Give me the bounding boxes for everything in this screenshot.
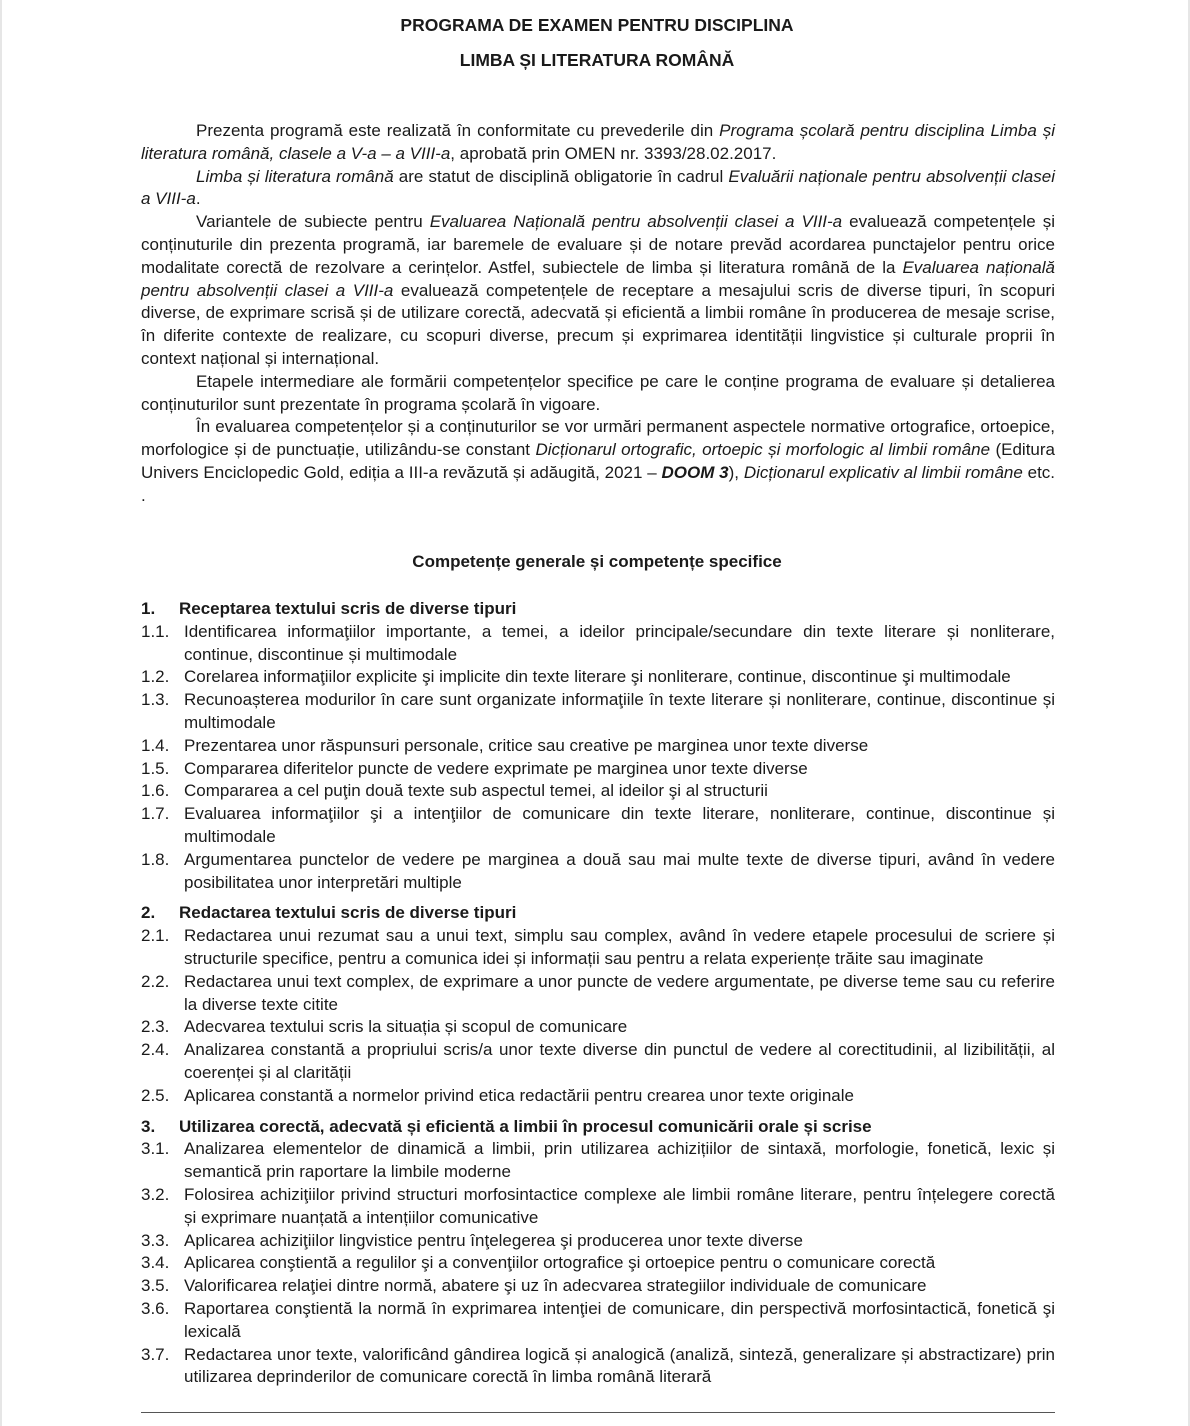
competence-item bbox=[141, 666, 1055, 689]
item-text: Adecvarea textului scris la situația și scopul de comunicare bbox=[184, 1017, 628, 1037]
competence-item bbox=[141, 621, 1055, 667]
competence-item bbox=[141, 1344, 1055, 1390]
item-number: 3.1. bbox=[141, 1139, 170, 1159]
item-number: 2.3. bbox=[141, 1017, 170, 1037]
item-text: Analizarea elementelor de dinamică a limbii, prin utilizarea achizițiilor de sintaxă, morfologie, fonetică, lexic și semantică prin raportare la limbile moderne bbox=[184, 1139, 1055, 1182]
competence-item bbox=[141, 803, 1055, 849]
item-text: Valorificarea relaţiei dintre normă, abatere şi uz în adecvarea strategiilor individuale de comunicare bbox=[184, 1276, 927, 1296]
intro-text bbox=[141, 120, 1055, 508]
competence-item bbox=[141, 971, 1055, 1017]
competences-heading: Competențe generale și competențe specifice bbox=[412, 552, 782, 571]
competence-item bbox=[141, 1184, 1055, 1230]
section-title: Utilizarea corectă, adecvată și eficientă a limbii în procesul comunicării orale și scrise bbox=[179, 1116, 872, 1136]
item-number: 2.5. bbox=[141, 1085, 170, 1105]
item-number: 3.6. bbox=[141, 1298, 170, 1318]
item-number: 3.4. bbox=[141, 1253, 170, 1273]
section-number: 1. bbox=[141, 599, 156, 618]
competence-item bbox=[141, 1230, 1055, 1253]
item-number: 3.5. bbox=[141, 1276, 170, 1296]
footer-divider bbox=[141, 1412, 1055, 1413]
section-number: 3. bbox=[141, 1116, 156, 1136]
item-text: Redactarea unui rezumat sau a unui text, simplu sau complex, având în vedere etapele procesului de scriere și structurile specifice, pentru a comunica idei și informații sau pentru a relata experiențe trăite sau imaginate bbox=[184, 926, 1055, 968]
competence-item bbox=[141, 1275, 1055, 1298]
item-text: Prezentarea unor răspunsuri personale, critice sau creative pe marginea unor texte diverse bbox=[184, 735, 869, 755]
competence-item bbox=[141, 1085, 1055, 1108]
intro-paragraph-1: Prezenta programă este realizată în conformitate cu prevederile din Programa școlară pentru disciplina Limba și literatura română, clasele a V-a – a VIII-a, aprobată prin OMEN nr. 3393/28.02.2017. bbox=[141, 121, 1055, 163]
competence-item bbox=[141, 780, 1055, 803]
item-number: 2.1. bbox=[141, 926, 170, 946]
item-number: 1.1. bbox=[141, 621, 170, 641]
item-text: Aplicarea constantă a normelor privind etica redactării pentru crearea unor texte originale bbox=[184, 1085, 854, 1105]
document-title: PROGRAMA DE EXAMEN PENTRU DISCIPLINA bbox=[400, 15, 794, 35]
item-number: 3.7. bbox=[141, 1344, 170, 1364]
intro-paragraph-4: Etapele intermediare ale formării competențelor specifice pe care le conține programa de evaluare și detalierea conținuturilor sunt prezentate în programa școlară în vigoare. bbox=[141, 371, 1055, 414]
item-text: Compararea a cel puţin două texte sub aspectul temei, al ideilor şi al structurii bbox=[184, 781, 768, 801]
competence-item bbox=[141, 1039, 1055, 1085]
competence-section bbox=[141, 598, 1055, 894]
item-number: 1.8. bbox=[141, 849, 170, 869]
section-title: Receptarea textului scris de diverse tipuri bbox=[179, 599, 517, 618]
item-text: Analizarea constantă a propriului scris/a unor texte diverse din punctul de vedere al corectitudinii, al lizibilității, al coerenței și al clarității bbox=[184, 1040, 1055, 1082]
item-number: 1.3. bbox=[141, 690, 170, 710]
item-number: 3.2. bbox=[141, 1184, 170, 1204]
competence-item bbox=[141, 689, 1055, 735]
competence-item bbox=[141, 1138, 1055, 1184]
item-text: Aplicarea conştientă a regulilor şi a convenţiilor ortografice şi ortoepice pentru o comunicare corectă bbox=[184, 1253, 936, 1273]
intro-paragraph-5: În evaluarea competențelor și a conținuturilor se vor urmări permanent aspectele normative ortografice, ortoepice, morfologice și de punctuație, utilizându-se constant Dicționarul ortografic, ortoepic și morfologic al limbii române (Editura Univers Enciclopedic Gold, ediția a III-a revăzută și adăugită, 2021 – DOOM 3), Dicționarul explicativ al limbii române etc. . bbox=[141, 417, 1056, 505]
item-number: 2.2. bbox=[141, 971, 170, 991]
item-number: 1.5. bbox=[141, 758, 170, 778]
competence-section bbox=[141, 902, 1055, 1107]
section-number: 2. bbox=[141, 903, 156, 923]
section-heading bbox=[141, 902, 1055, 925]
item-number: 1.7. bbox=[141, 804, 170, 824]
section-title: Redactarea textului scris de diverse tipuri bbox=[179, 903, 517, 923]
item-text: Recunoașterea modurilor în care sunt organizate informaţiile în texte literare și nonliterare, continue, discontinue și multimodale bbox=[184, 690, 1055, 732]
competence-item bbox=[141, 849, 1055, 895]
item-number: 2.4. bbox=[141, 1040, 170, 1060]
section-heading bbox=[141, 1116, 1055, 1139]
intro-paragraph-3: Variantele de subiecte pentru Evaluarea Națională pentru absolvenții clasei a VIII-a evaluează competențele și conținuturile din prezenta programă, iar baremele de evaluare și de notare prevăd acordarea punctajelor pentru orice modalitate corectă de rezolvare a cerințelor. Astfel, subiectele de limba și literatura română de la Evaluarea națională pentru absolvenții clasei a VIII-a evaluează competențele de receptare a mesajului scris de diverse tipuri, în scopuri diverse, de exprimare scrisă și de utilizare corectă, adecvată și eficientă a limbii române în producerea de mesaje scrise, în diferite contexte de realizare, cu scopuri diverse, precum și exprimarea identității lingvistice și culturale proprii în context național și internațional. bbox=[141, 212, 1055, 368]
competence-item bbox=[141, 1016, 1055, 1039]
competence-item bbox=[141, 925, 1055, 971]
competence-item bbox=[141, 1252, 1055, 1275]
item-text: Argumentarea punctelor de vedere pe marginea a două sau mai multe texte de diverse tipuri, având în vedere posibilitatea unor interpretări multiple bbox=[184, 849, 1055, 892]
item-text: Redactarea unui text complex, de exprimare a unor puncte de vedere argumentate, pe diverse teme sau cu referire la diverse texte citite bbox=[184, 971, 1055, 1014]
item-text: Redactarea unor texte, valorificând gândirea logică și analogică (analiză, sinteză, generalizare și abstractizare) prin utilizarea deprinderilor de comunicare corectă în limba română literară bbox=[184, 1344, 1055, 1387]
competence-item bbox=[141, 1298, 1055, 1344]
item-number: 1.6. bbox=[141, 781, 170, 801]
competences-list bbox=[141, 598, 1055, 1397]
item-text: Evaluarea informaţiilor şi a intenţiilor de comunicare din texte literare, nonliterare, continue, discontinue și multimodale bbox=[184, 804, 1055, 846]
item-text: Folosirea achiziţiilor privind structuri morfosintactice complexe ale limbii române literare, pentru înțelegere corectă și exprimare nuanțată a intențiilor comunicative bbox=[184, 1184, 1055, 1227]
item-text: Identificarea informaţiilor importante, a temei, a ideilor principale/secundare din texte literare și nonliterare, continue, discontinue și multimodale bbox=[184, 621, 1055, 664]
document-subtitle: LIMBA ȘI LITERATURA ROMÂNĂ bbox=[459, 50, 735, 70]
item-text: Aplicarea achiziţiilor lingvistice pentru înţelegerea şi producerea unor texte diverse bbox=[184, 1230, 803, 1250]
competence-section bbox=[141, 1116, 1055, 1390]
item-number: 1.2. bbox=[141, 667, 170, 687]
item-number: 1.4. bbox=[141, 735, 170, 755]
item-number: 3.3. bbox=[141, 1230, 170, 1250]
section-heading bbox=[141, 598, 1055, 621]
item-text: Compararea diferitelor puncte de vedere exprimate pe marginea unor texte diverse bbox=[184, 758, 808, 778]
item-text: Raportarea conştientă la normă în exprimarea intenţiei de comunicare, din perspectivă morfosintactică, fonetică şi lexicală bbox=[184, 1298, 1055, 1341]
item-text: Corelarea informaţiilor explicite şi implicite din texte literare şi nonliterare, continue, discontinue şi multimodale bbox=[184, 667, 1011, 687]
competence-item bbox=[141, 735, 1055, 758]
intro-paragraph-2: Limba și literatura română are statut de disciplină obligatorie în cadrul Evaluării naționale pentru absolvenții clasei a VIII-a. bbox=[141, 166, 1055, 209]
competence-item bbox=[141, 758, 1055, 781]
